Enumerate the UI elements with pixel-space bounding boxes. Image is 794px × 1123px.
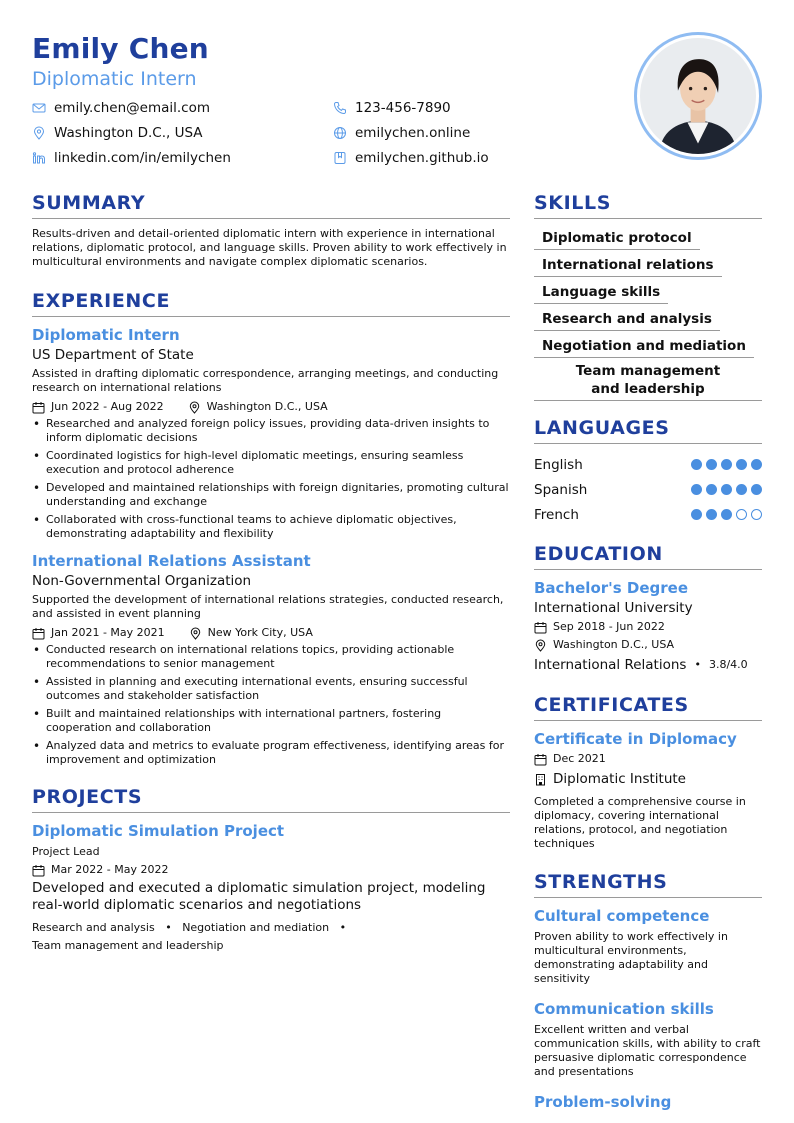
- certificate-description: Completed a comprehensive course in diplomacy, covering international relations, protocol, and negotiation techniques: [534, 795, 746, 850]
- language-row: [534, 477, 762, 502]
- calendar-icon: [32, 864, 45, 877]
- field-of-study: International Relations: [534, 657, 687, 673]
- section-title-skills: SKILLS: [534, 190, 762, 219]
- phone-icon: [333, 101, 347, 115]
- certificate-entry: [534, 729, 762, 851]
- proficiency-dot-filled: [751, 484, 762, 495]
- job-bullets: [32, 643, 510, 767]
- job-description: Supported the development of international relations strategies, conducted research, and assisted in event planning: [32, 593, 504, 620]
- candidate-role: Diplomatic Intern: [32, 68, 197, 90]
- left-column: [32, 190, 510, 955]
- bullet-item: • Analyzed data and metrics to evaluate program effectiveness, identifying areas for improvement and optimization: [32, 739, 510, 767]
- proficiency-dot-empty: [736, 509, 747, 520]
- skill-tag: Diplomatic protocol: [534, 228, 700, 250]
- building-icon: [534, 773, 547, 786]
- language-name: Spanish: [534, 481, 588, 498]
- experience-section: [32, 288, 510, 767]
- bullet-item: • Assisted in planning and executing international events, ensuring successful outcomes and stakeholder satisfaction: [32, 675, 510, 703]
- languages-list: [534, 452, 762, 527]
- section-title-experience: EXPERIENCE: [32, 288, 510, 317]
- section-title-languages: LANGUAGES: [534, 415, 762, 444]
- gpa-value: 3.8/4.0: [708, 658, 748, 671]
- skill-tag: International relations: [534, 255, 722, 277]
- school-name: International University: [534, 600, 693, 616]
- certificate-issuer: [534, 769, 762, 789]
- issuer-text: Diplomatic Institute: [553, 771, 686, 787]
- github-text: emilychen.github.io: [355, 150, 489, 166]
- summary-text: Results-driven and detail-oriented diplomatic intern with experience in international relations, diplomatic protocol, and language skills. Proven ability to work effectively in multicultural environments and navigate complex diplomatic scenarios.: [32, 227, 507, 268]
- location-pin-icon: [534, 639, 547, 652]
- project-description: Developed and executed a diplomatic simulation project, modeling real-world diplomatic scenarios and negotiations: [32, 880, 486, 913]
- experience-entry: [32, 551, 510, 767]
- mail-icon: [32, 101, 46, 115]
- strength-description: Proven ability to work effectively in multicultural environments, demonstrating adaptability and sensitivity: [534, 930, 728, 985]
- education-location-text: Washington D.C., USA: [553, 638, 675, 651]
- education-dates-text: Sep 2018 - Jun 2022: [553, 620, 665, 633]
- calendar-icon: [32, 401, 45, 414]
- project-entry: [32, 821, 510, 955]
- contact-location: [32, 123, 203, 143]
- proficiency-dots: [691, 459, 762, 470]
- email-text: emily.chen@email.com: [54, 100, 211, 116]
- language-row: [534, 452, 762, 477]
- skill-tag: Research and analysis: [534, 309, 720, 331]
- strength-entry: [534, 1092, 762, 1112]
- skills-list: [534, 227, 762, 401]
- project-dates-text: Mar 2022 - May 2022: [51, 863, 169, 876]
- location-pin-icon: [32, 126, 46, 140]
- strengths-section: [534, 869, 762, 1112]
- job-location: [189, 626, 313, 640]
- website-text: emilychen.online: [355, 125, 471, 141]
- certificate-date-text: Dec 2021: [553, 752, 606, 765]
- project-dates: [32, 863, 168, 877]
- degree-title: Bachelor's Degree: [534, 579, 688, 597]
- bookmark-icon: [333, 151, 347, 165]
- summary-section: [32, 190, 510, 269]
- bullet-item: • Collaborated with cross-functional teams to achieve diplomatic objectives, demonstrating adaptability and flexibility: [32, 513, 510, 541]
- linkedin-icon: [32, 151, 46, 165]
- project-tag: Team management and leadership: [32, 939, 224, 952]
- profile-photo: [634, 32, 762, 160]
- calendar-icon: [534, 621, 547, 634]
- language-row: [534, 502, 762, 527]
- resume-header: [32, 32, 762, 172]
- proficiency-dot-filled: [706, 509, 717, 520]
- bullet-item: • Built and maintained relationships with international partners, fostering cooperation and collaboration: [32, 707, 510, 735]
- certificates-section: [534, 692, 762, 851]
- proficiency-dot-empty: [751, 509, 762, 520]
- job-location: [188, 400, 328, 414]
- projects-section: [32, 784, 510, 955]
- project-title: Diplomatic Simulation Project: [32, 822, 285, 840]
- experience-entry: [32, 325, 510, 541]
- strength-entry: [534, 999, 762, 1079]
- job-title: Diplomatic Intern: [32, 326, 180, 344]
- job-dates-text: Jan 2021 - May 2021: [51, 626, 165, 639]
- section-title-education: EDUCATION: [534, 541, 762, 570]
- job-meta: [32, 626, 510, 640]
- proficiency-dots: [691, 509, 762, 520]
- section-title-strengths: STRENGTHS: [534, 869, 762, 898]
- strength-description: Excellent written and verbal communication skills, with ability to craft persuasive diplomatic correspondence and presentations: [534, 1023, 761, 1078]
- proficiency-dot-filled: [721, 509, 732, 520]
- proficiency-dot-filled: [706, 484, 717, 495]
- proficiency-dot-filled: [736, 484, 747, 495]
- proficiency-dot-filled: [691, 459, 702, 470]
- project-tag: Research and analysis: [32, 921, 155, 934]
- job-meta: [32, 400, 510, 414]
- tag-separator: •: [339, 921, 347, 934]
- strength-entry: [534, 906, 762, 986]
- strength-title: Communication skills: [534, 1000, 714, 1018]
- languages-section: [534, 415, 762, 527]
- skill-tag: Team management and leadership: [534, 362, 762, 401]
- bullet-item: • Developed and maintained relationships with foreign dignitaries, promoting cultural understanding and exchange: [32, 481, 510, 509]
- project-role: Project Lead: [32, 845, 100, 858]
- contact-website[interactable]: [333, 123, 470, 143]
- calendar-icon: [534, 753, 547, 766]
- right-column: [534, 190, 762, 1112]
- proficiency-dot-filled: [721, 459, 732, 470]
- proficiency-dot-filled: [721, 484, 732, 495]
- bullet-item: • Researched and analyzed foreign policy issues, providing data-driven insights to inform diplomatic decisions: [32, 417, 510, 445]
- strength-title: Cultural competence: [534, 907, 710, 925]
- education-entry: [534, 578, 762, 675]
- certificate-date: [534, 752, 762, 766]
- skills-section: [534, 190, 762, 401]
- contact-github[interactable]: [333, 148, 489, 168]
- candidate-name: Emily Chen: [32, 32, 209, 65]
- job-dates: [32, 400, 164, 414]
- language-name: French: [534, 506, 579, 523]
- section-title-projects: PROJECTS: [32, 784, 510, 813]
- job-location-text: Washington D.C., USA: [206, 400, 328, 413]
- job-dates-text: Jun 2022 - Aug 2022: [51, 400, 164, 413]
- job-organization: Non-Governmental Organization: [32, 573, 252, 589]
- job-bullets: [32, 417, 510, 541]
- proficiency-dot-filled: [736, 459, 747, 470]
- calendar-icon: [32, 627, 45, 640]
- skill-tag: Language skills: [534, 282, 668, 304]
- contact-email[interactable]: [32, 98, 210, 118]
- globe-icon: [333, 126, 347, 140]
- certificate-title: Certificate in Diplomacy: [534, 730, 737, 748]
- bullet-item: • Coordinated logistics for high-level diplomatic meetings, ensuring seamless execution and protocol adherence: [32, 449, 510, 477]
- location-pin-icon: [189, 627, 202, 640]
- job-title: International Relations Assistant: [32, 552, 311, 570]
- job-location-text: New York City, USA: [207, 626, 313, 639]
- section-title-summary: SUMMARY: [32, 190, 510, 219]
- location-pin-icon: [188, 401, 201, 414]
- contact-phone[interactable]: [333, 98, 451, 118]
- job-dates: [32, 626, 165, 640]
- proficiency-dot-filled: [751, 459, 762, 470]
- strength-title: Problem-solving: [534, 1093, 672, 1111]
- job-organization: US Department of State: [32, 347, 194, 363]
- tag-separator: •: [165, 921, 172, 934]
- phone-text: 123-456-7890: [355, 100, 451, 116]
- education-dates: [534, 620, 762, 634]
- proficiency-dot-filled: [691, 484, 702, 495]
- location-text: Washington D.C., USA: [54, 125, 203, 141]
- project-tags: [32, 919, 510, 955]
- education-location: [534, 638, 762, 652]
- skill-tag: Negotiation and mediation: [534, 336, 754, 358]
- proficiency-dot-filled: [706, 459, 717, 470]
- proficiency-dots: [691, 484, 762, 495]
- section-title-certificates: CERTIFICATES: [534, 692, 762, 721]
- proficiency-dot-filled: [691, 509, 702, 520]
- field-separator: •: [694, 658, 701, 671]
- education-section: [534, 541, 762, 675]
- education-field-row: [534, 655, 762, 675]
- project-meta: [32, 863, 510, 877]
- contact-linkedin[interactable]: [32, 148, 231, 168]
- bullet-item: • Conducted research on international relations topics, providing actionable recommendations to senior management: [32, 643, 510, 671]
- language-name: English: [534, 456, 583, 473]
- project-tag: Negotiation and mediation: [182, 921, 330, 934]
- linkedin-text: linkedin.com/in/emilychen: [54, 150, 231, 166]
- job-description: Assisted in drafting diplomatic correspondence, arranging meetings, and conducting research on international relations: [32, 367, 499, 394]
